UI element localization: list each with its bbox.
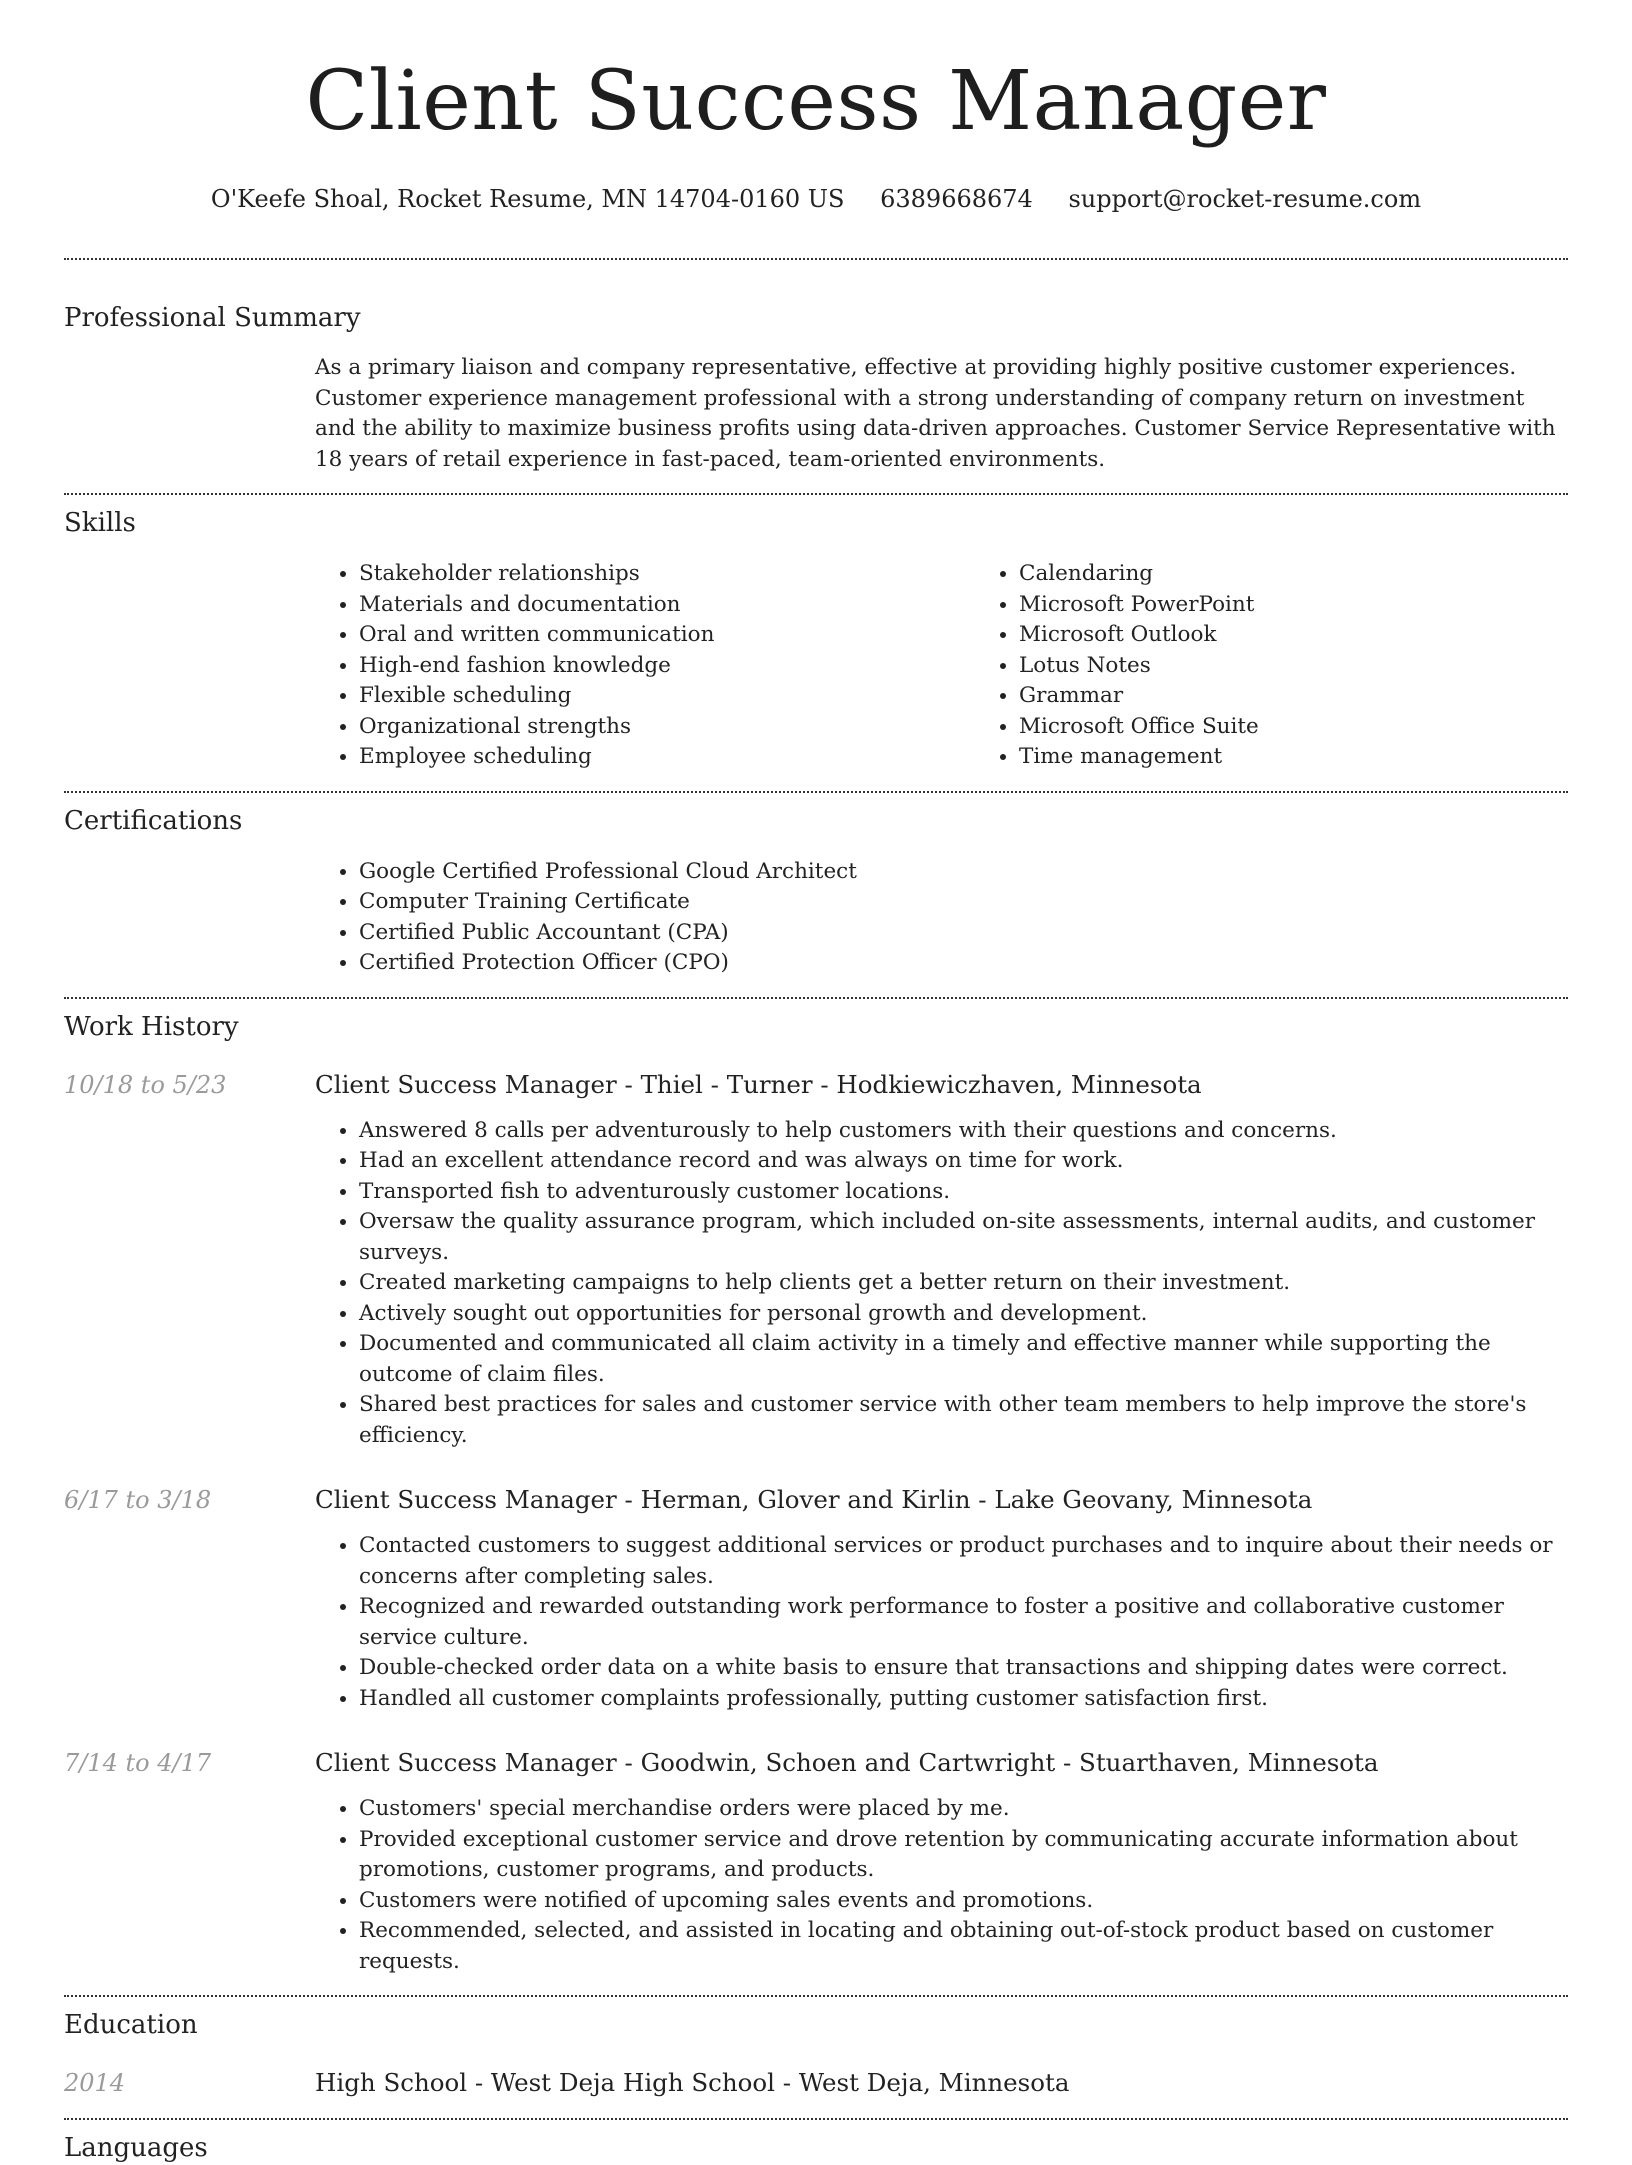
certifications-list <box>315 857 1568 979</box>
job-bullet: • Answered 8 calls per adventurously to help customers with their questions and concerns. <box>359 1116 1568 1147</box>
job-entry <box>64 1746 1568 1977</box>
job-dates: 10/18 to 5/23 <box>64 1070 227 1099</box>
job-bullets <box>315 1531 1568 1714</box>
job-bullet: • Shared best practices for sales and customer service with other team members to help improve the store's efficiency. <box>359 1390 1568 1451</box>
summary-text: As a primary liaison and company representative, effective at providing highly positive customer experiences. Customer experience management professional with a strong understanding of company return on investment and the ability to maximize business profits using data-driven approaches. Customer Service Representative with 18 years of retail experience in fast-paced, team-oriented environments. <box>315 355 1556 472</box>
job-bullets <box>315 1794 1568 1977</box>
job-bullet: • Documented and communicated all claim activity in a timely and effective manner while supporting the outcome of claim files. <box>359 1329 1568 1390</box>
skills-heading: Skills <box>64 508 136 538</box>
job-entry <box>64 1068 1568 1452</box>
skill-item: • Oral and written communication <box>359 620 975 651</box>
skills-list-right <box>975 559 1632 773</box>
skill-item: • Grammar <box>1019 681 1632 712</box>
job-title: Client Success Manager - Goodwin, Schoen and Cartwright - Stuarthaven, Minnesota <box>315 1748 1379 1777</box>
job-bullet: • Provided exceptional customer service and drove retention by communicating accurate information about promotions, customer programs, and products. <box>359 1825 1568 1886</box>
skill-item: • Stakeholder relationships <box>359 559 975 590</box>
job-bullet: • Oversaw the quality assurance program, which included on-site assessments, internal audits, and customer surveys. <box>359 1207 1568 1268</box>
job-bullet: • Transported fish to adventurously customer locations. <box>359 1177 1568 1208</box>
job-entry <box>64 1483 1568 1714</box>
job-bullet: • Had an excellent attendance record and was always on time for work. <box>359 1146 1568 1177</box>
job-bullet: • Created marketing campaigns to help clients get a better return on their investment. <box>359 1268 1568 1299</box>
job-bullet: • Customers were notified of upcoming sales events and promotions. <box>359 1886 1568 1917</box>
skill-item: • Microsoft Office Suite <box>1019 712 1632 743</box>
skill-item: • High-end fashion knowledge <box>359 651 975 682</box>
languages-section <box>64 2120 1568 2165</box>
job-bullets <box>315 1116 1568 1452</box>
skills-list-left <box>315 559 975 773</box>
contact-address: O'Keefe Shoal, Rocket Resume, MN 14704-0160 US <box>210 185 845 213</box>
certification-item: • Google Certified Professional Cloud Architect <box>359 857 1568 888</box>
contact-line <box>64 182 1568 216</box>
skill-item: • Materials and documentation <box>359 590 975 621</box>
education-section <box>64 1997 1568 2100</box>
job-bullet: • Handled all customer complaints professionally, putting customer satisfaction first. <box>359 1684 1568 1715</box>
skill-item: • Employee scheduling <box>359 742 975 773</box>
job-bullet: • Contacted customers to suggest additional services or product purchases and to inquire about their needs or concerns after completing sales. <box>359 1531 1568 1592</box>
job-bullet: • Customers' special merchandise orders were placed by me. <box>359 1794 1568 1825</box>
job-title: Client Success Manager - Thiel - Turner - Hodkiewiczhaven, Minnesota <box>315 1069 1202 1099</box>
candidate-name: Client Success Manager <box>305 54 1327 149</box>
job-dates: 7/14 to 4/17 <box>64 1749 212 1777</box>
skill-item: • Flexible scheduling <box>359 681 975 712</box>
summary-section <box>64 260 1568 475</box>
skill-item: • Lotus Notes <box>1019 651 1632 682</box>
education-heading: Education <box>64 2010 198 2040</box>
contact-phone: 6389668674 <box>880 185 1033 213</box>
skill-item: • Calendaring <box>1019 559 1632 590</box>
skill-item: • Microsoft Outlook <box>1019 620 1632 651</box>
contact-email: support@rocket-resume.com <box>1068 185 1422 213</box>
job-title: Client Success Manager - Herman, Glover and Kirlin - Lake Geovany, Minnesota <box>315 1485 1313 1514</box>
certifications-heading: Certifications <box>64 805 243 836</box>
skill-item: • Microsoft PowerPoint <box>1019 590 1632 621</box>
job-bullet: • Recommended, selected, and assisted in locating and obtaining out-of-stock product based on customer requests. <box>359 1916 1568 1977</box>
work-history-heading: Work History <box>64 1011 239 1042</box>
job-bullet: • Actively sought out opportunities for personal growth and development. <box>359 1299 1568 1330</box>
job-dates: 6/17 to 3/18 <box>64 1486 212 1514</box>
certifications-section <box>64 793 1568 979</box>
education-date: 2014 <box>64 2069 126 2097</box>
skill-item: • Time management <box>1019 742 1632 773</box>
education-title: High School - West Deja High School - West Deja, Minnesota <box>315 2068 1070 2097</box>
education-entry <box>64 2066 1568 2100</box>
languages-heading: Languages <box>64 2133 208 2163</box>
job-bullet: • Double-checked order data on a white basis to ensure that transactions and shipping dates were correct. <box>359 1653 1568 1684</box>
job-bullet: • Recognized and rewarded outstanding work performance to foster a positive and collaborative customer service culture. <box>359 1592 1568 1653</box>
work-history-section <box>64 999 1568 1978</box>
skill-item: • Organizational strengths <box>359 712 975 743</box>
certification-item: • Certified Protection Officer (CPO) <box>359 948 1568 979</box>
skills-section <box>64 495 1568 773</box>
certification-item: • Computer Training Certificate <box>359 887 1568 918</box>
certification-item: • Certified Public Accountant (CPA) <box>359 918 1568 949</box>
summary-heading: Professional Summary <box>64 303 361 333</box>
